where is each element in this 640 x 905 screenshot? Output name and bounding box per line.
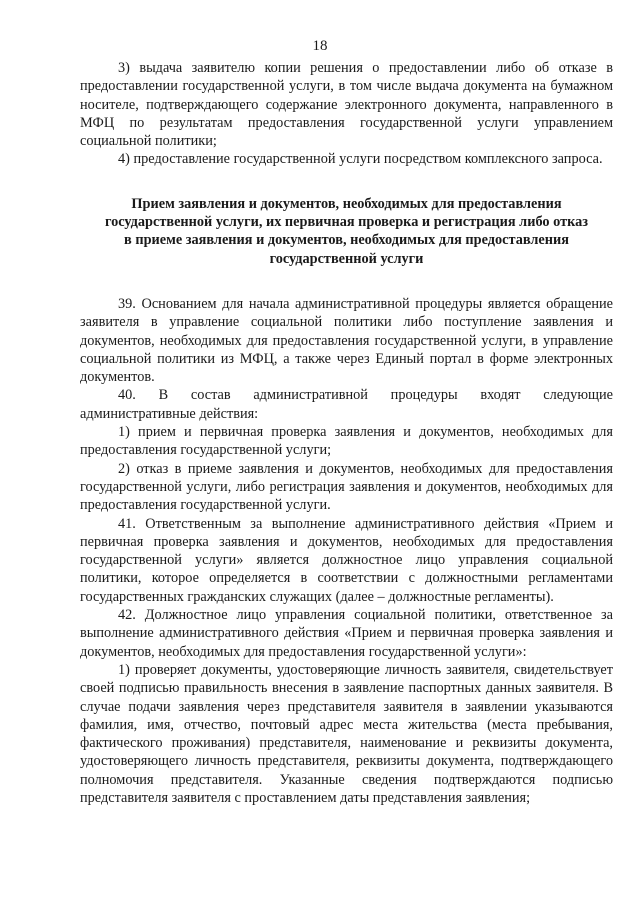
section-heading-line: в приеме заявления и документов, необходимых для предоставления bbox=[124, 232, 569, 249]
page-number: 18 bbox=[312, 38, 328, 54]
document-body bbox=[80, 59, 613, 807]
section-heading-line: государственной услуги, их первичная проверка и регистрация либо отказ bbox=[104, 214, 589, 231]
paragraph-40: 40. В состав административной процедуры входят следующие административные действия: bbox=[80, 387, 613, 422]
paragraph-item-3: 3) выдача заявителю копии решения о предоставлении либо об отказе в предоставлении государственной услуги, в том числе выдача документа на бумажном носителе, подтверждающего содержание электронного документа, направленного в МФЦ по результатам предоставления государственной услуги управлением социальной политики; bbox=[80, 60, 613, 150]
paragraph-41: 41. Ответственным за выполнение административного действия «Прием и первичная проверка заявления и документов, необходимых для предоставления государственной услуги» является должностное лицо управления социальной политики, которое определяется в соответствии с должностными регламентами государственных гражданских служащих (далее – должностные регламенты). bbox=[80, 515, 613, 605]
paragraph-item-4: 4) предоставление государственной услуги посредством комплексного запроса. bbox=[118, 151, 603, 168]
paragraph-39: 39. Основанием для начала административной процедуры является обращение заявителя в управление социальной политики либо поступление заявления и документов, необходимых для предоставления государственной услуги, в управление социальной политики из МФЦ, а также через Единый портал в форме электронных документов. bbox=[80, 295, 613, 386]
paragraph-42: 42. Должностное лицо управления социальной политики, ответственное за выполнение административного действия «Прием и первичная проверка заявления и документов, необходимых для предоставления государственной услуги»: bbox=[80, 607, 613, 660]
paragraph-40-item-2: 2) отказ в приеме заявления и документов, необходимых для предоставления государственной услуги, либо регистрация заявления и документов, необходимых для предоставления государственной услуги. bbox=[80, 460, 613, 514]
paragraph-42-item-1: 1) проверяет документы, удостоверяющие личность заявителя, свидетельствует своей подписью правильность внесения в заявление паспортных данных заявителя. В случае подачи заявления через представителя заявителя в заявлении указываются фамилия, имя, отчество, почтовый адрес места жительства (места пребывания, фактического проживания) представителя, наименование и реквизиты документа, удостоверяющего личность представителя, реквизиты документа, подтверждающего полномочия представителя. Указанные сведения подтверждаются подписью представителя заявителя с проставлением даты представления заявления; bbox=[80, 661, 613, 806]
section-heading-line: Прием заявления и документов, необходимых для предоставления bbox=[131, 195, 562, 212]
paragraph-40-item-1: 1) прием и первичная проверка заявления и документов, необходимых для предоставления государственной услуги; bbox=[80, 424, 613, 459]
section-heading-line: государственной услуги bbox=[269, 250, 424, 267]
section-heading bbox=[80, 195, 613, 268]
